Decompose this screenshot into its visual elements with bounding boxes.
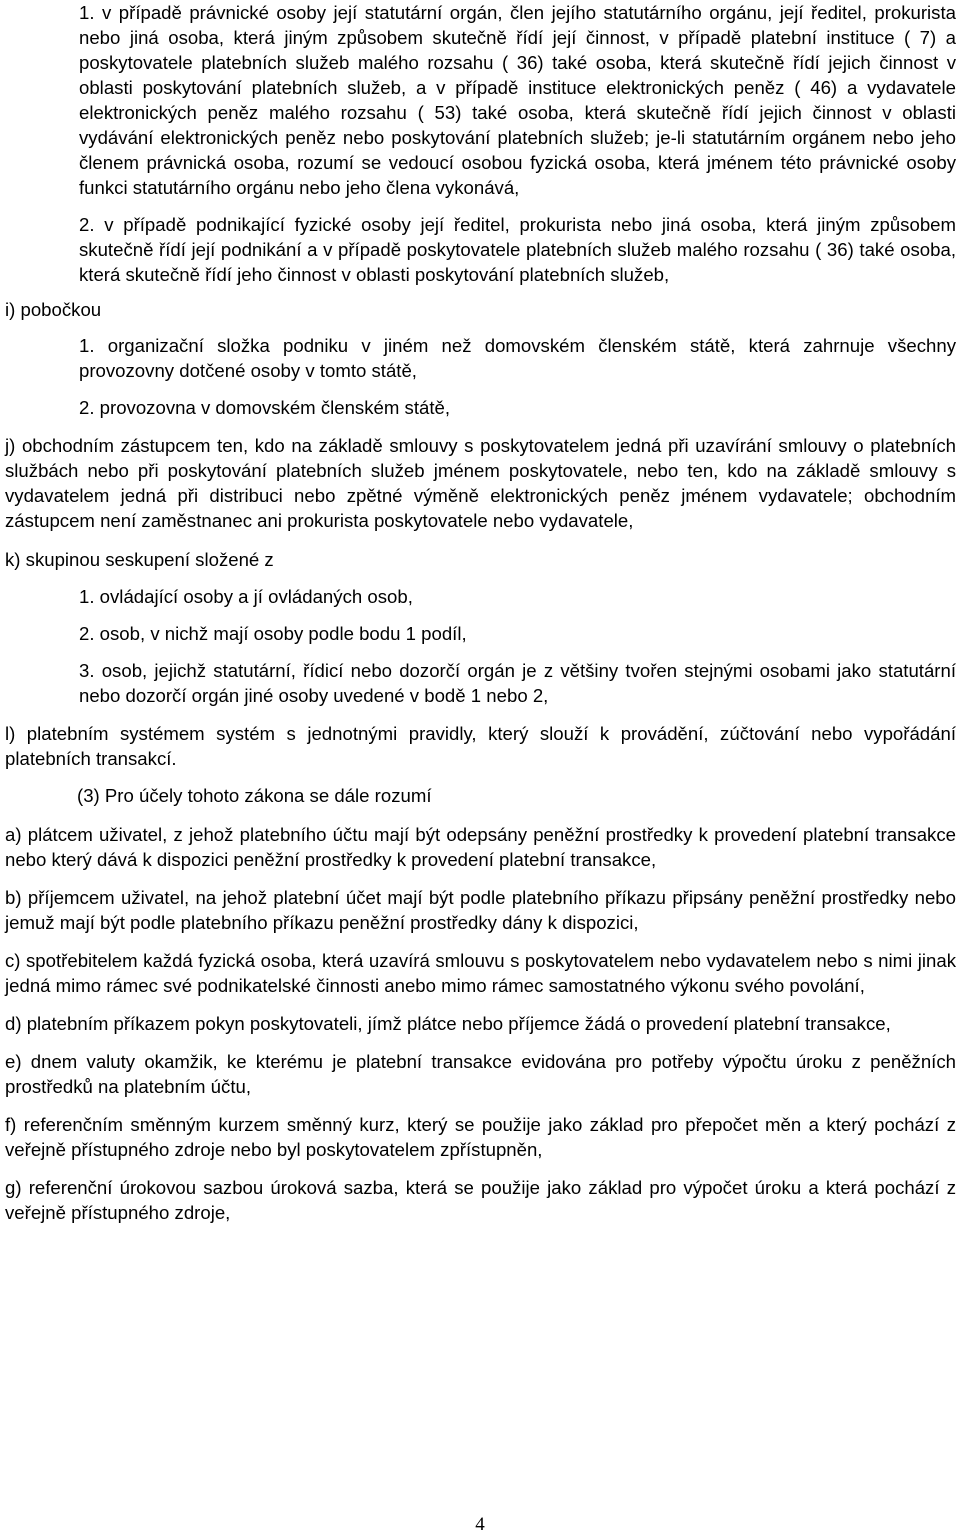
- leading-person-item-1: 1. v případě právnické osoby její statutární orgán, člen jejího statutárního orgánu, její ředitel, prokurista nebo jiná osoba, která jiným způsobem skutečně řídí její činnost, v případě platební instituce ( 7) a poskytovatele platebních služeb malého rozsahu ( 36) také osoba, která skutečně řídí jejich činnost v oblasti poskytování platebních služeb, a v případě instituce elektronických peněz ( 46) a vydavatele elektronických peněz malého rozsahu ( 53) také osoba, která skutečně řídí jejich činnost v oblasti vydávání elektronických peněz nebo poskytování platebních služeb; je-li statutárním orgánem nebo jeho členem právnická osoba, rozumí se vedoucí osobou fyzická osoba, která jménem této právnické osoby funkci statutárního orgánu nebo jeho člena vykonává,: [79, 2, 956, 198]
- definition-k-label: k) skupinou seskupení složené z: [5, 549, 274, 570]
- definition-g: g) referenční úrokovou sazbou úroková sazba, která se použije jako základ pro výpočet úroku a která pochází z veřejně přístupného zdroje,: [5, 1177, 956, 1223]
- page-number: 4: [475, 1514, 485, 1535]
- definition-a: a) plátcem uživatel, z jehož platebního účtu mají být odepsány peněžní prostředky k provedení platební transakce nebo který dává k dispozici peněžní prostředky k provedení platební transakce,: [5, 824, 956, 870]
- definition-i-label: i) pobočkou: [5, 299, 102, 320]
- section-3-intro: (3) Pro účely tohoto zákona se dále rozumí: [77, 785, 432, 806]
- definition-k-item-3: 3. osob, jejichž statutární, řídicí nebo dozorčí orgán je z většiny tvořen stejnými osobami jako statutární nebo dozorčí orgán jiné osoby uvedené v bodě 1 nebo 2,: [79, 660, 956, 706]
- definition-k-item-1: 1. ovládající osoby a jí ovládaných osob,: [79, 586, 413, 607]
- definition-c: c) spotřebitelem každá fyzická osoba, která uzavírá smlouvu s poskytovatelem nebo vydavatelem nebo s nimi jinak jedná mimo rámec své podnikatelské činnosti anebo mimo rámec samostatného výkonu svého povolání,: [5, 950, 956, 996]
- definition-l: l) platebním systémem systém s jednotnými pravidly, který slouží k provádění, zúčtování nebo vypořádání platebních transakcí.: [5, 723, 956, 769]
- definition-e: e) dnem valuty okamžik, ke kterému je platební transakce evidována pro potřeby výpočtu úroku z peněžních prostředků na platebním účtu,: [5, 1051, 956, 1097]
- document-page: [5, 0, 956, 1225]
- definition-b: b) příjemcem uživatel, na jehož platební účet mají být podle platebního příkazu připsány peněžní prostředky nebo jemuž mají být podle platebního příkazu peněžní prostředky dány k dispozici,: [5, 887, 956, 933]
- definition-i-item-2: 2. provozovna v domovském členském státě,: [79, 397, 451, 418]
- definition-k-item-2: 2. osob, v nichž mají osoby podle bodu 1 podíl,: [79, 623, 467, 644]
- definition-i-item-1: 1. organizační složka podniku v jiném než domovském členském státě, která zahrnuje všechny provozovny dotčené osoby v tomto státě,: [79, 335, 956, 381]
- definition-d: d) platebním příkazem pokyn poskytovateli, jímž plátce nebo příjemce žádá o provedení platební transakce,: [5, 1013, 891, 1034]
- definition-j: j) obchodním zástupcem ten, kdo na základě smlouvy s poskytovatelem jedná při uzavírání smlouvy o platebních službách nebo při poskytování platebních služeb jménem poskytovatele, nebo ten, kdo na základě smlouvy s vydavatelem jedná při distribuci nebo zpětné výměně elektronických peněz jménem vydavatele; obchodním zástupcem není zaměstnanec ani prokurista poskytovatele nebo vydavatele,: [5, 435, 956, 531]
- definition-f: f) referenčním směnným kurzem směnný kurz, který se použije jako základ pro přepočet měn a který pochází z veřejně přístupného zdroje nebo byl poskytovatelem zpřístupněn,: [5, 1114, 956, 1160]
- leading-person-item-2: 2. v případě podnikající fyzické osoby její ředitel, prokurista nebo jiná osoba, která jiným způsobem skutečně řídí její podnikání a v případě poskytovatele platebních služeb malého rozsahu ( 36) také osoba, která skutečně řídí jeho činnost v oblasti poskytování platebních služeb,: [79, 214, 956, 285]
